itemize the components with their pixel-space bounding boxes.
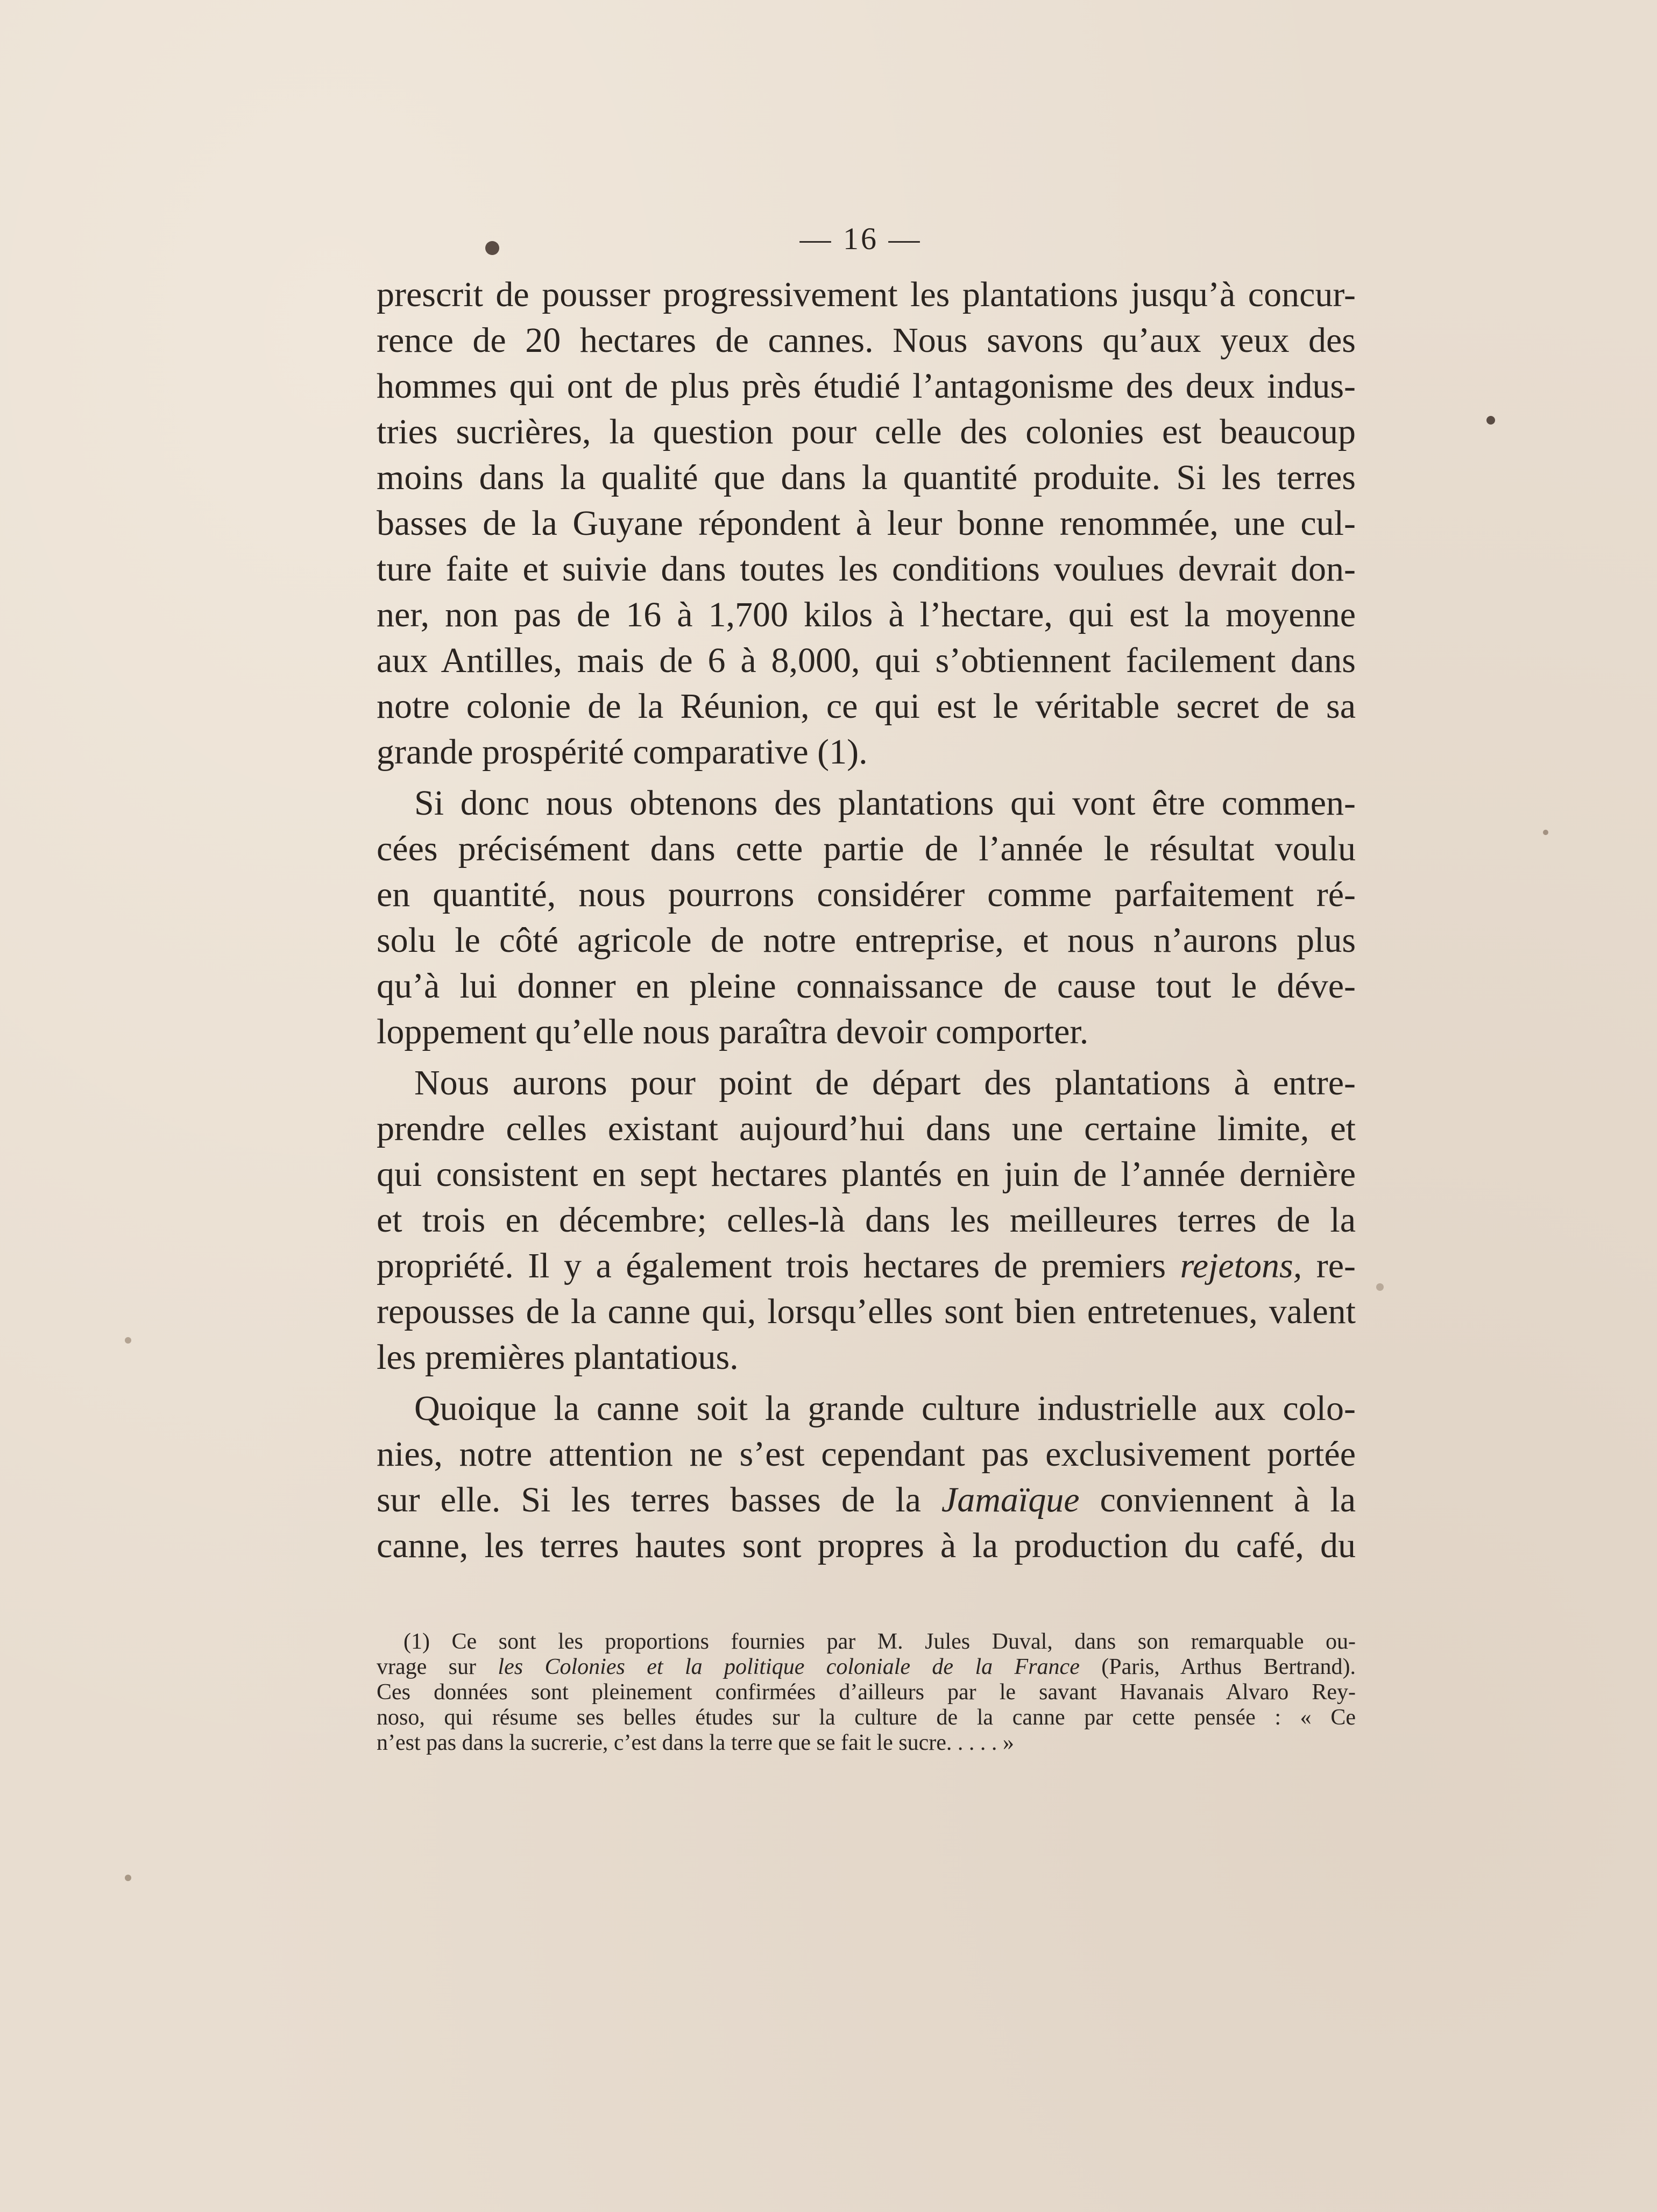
text-segment: re- [1302, 1246, 1356, 1285]
text-line: loppement qu’elle nous paraîtra devoir comporter. [377, 1012, 1089, 1051]
text-line: Nous aurons pour point de départ des plantations à entre- [414, 1063, 1356, 1103]
footnote-line: (1) Ce sont les proportions fournies par M. Jules Duval, dans son remarquable ou- [403, 1629, 1356, 1654]
text-line: qu’à lui donner en pleine connaissance de cause tout le déve- [377, 966, 1356, 1006]
text-line: Si donc nous obtenons des plantations qui vont être commen- [414, 783, 1356, 823]
text-line: et trois en décembre; celles-là dans les meilleures terres de la [377, 1200, 1356, 1240]
text-line: prescrit de pousser progressivement les plantations jusqu’à concur- [377, 275, 1356, 314]
text-line: ner, non pas de 16 à 1,700 kilos à l’hectare, qui est la moyenne [377, 595, 1356, 634]
ink-speck [1543, 830, 1548, 835]
text-line: ture faite et suivie dans toutes les conditions voulues devrait don- [377, 549, 1356, 589]
text-line: en quantité, nous pourrons considérer comme parfaitement ré- [377, 875, 1356, 914]
text-line: nies, notre attention ne s’est cependant pas exclusivement portée [377, 1434, 1356, 1474]
text-segment: propriété. Il y a également trois hectares de premiers [377, 1246, 1166, 1285]
text-line: prendre celles existant aujourd’hui dans une certaine limite, et [377, 1109, 1356, 1148]
ink-speck [125, 1875, 131, 1881]
footnote-line: Ces données sont pleinement confirmées d’ailleurs par le savant Havanais Alvaro Rey- [377, 1680, 1356, 1705]
italic-title: les Colonies et la politique coloniale de la France [498, 1655, 1080, 1679]
text-line-with-italic [377, 1243, 1356, 1289]
text-segment: (Paris, Arthus Bertrand). [1079, 1655, 1356, 1679]
text-line: tries sucrières, la question pour celle des colonies est beaucoup [377, 412, 1356, 451]
text-line: hommes qui ont de plus près étudié l’antagonisme des deux indus- [377, 366, 1356, 406]
text-segment: vrage sur [377, 1655, 477, 1679]
text-line: solu le côté agricole de notre entreprise, et nous n’aurons plus [377, 921, 1356, 960]
text-line: Quoique la canne soit la grande culture industrielle aux colo- [414, 1389, 1356, 1428]
text-line: aux Antilles, mais de 6 à 8,000, qui s’obtiennent facilement dans [377, 641, 1356, 680]
ink-speck [125, 1337, 131, 1344]
text-line: grande prospérité comparative (1). [377, 732, 868, 772]
body-text [377, 272, 1356, 1568]
text-segment: sur elle. Si les terres basses de la [377, 1480, 921, 1520]
footnote [377, 1629, 1356, 1756]
text-line: canne, les terres hautes sont propres à la production du café, du [377, 1526, 1356, 1565]
italic-word: rejetons, [1180, 1246, 1302, 1285]
footnote-line-with-italic [377, 1655, 1356, 1680]
text-segment: conviennent à la [1079, 1480, 1356, 1520]
text-line: rence de 20 hectares de cannes. Nous savons qu’aux yeux des [377, 321, 1356, 360]
page-number: — 16 — [799, 221, 922, 256]
text-line: notre colonie de la Réunion, ce qui est le véritable secret de sa [377, 687, 1356, 726]
text-line: moins dans la qualité que dans la quantité produite. Si les terres [377, 458, 1356, 497]
italic-word: Jamaïque [941, 1480, 1080, 1520]
text-line: les premières plantatious. [377, 1338, 739, 1377]
ink-speck [1486, 416, 1495, 425]
footnote-line: n’est pas dans la sucrerie, c’est dans la terre que se fait le sucre. . . . . » [377, 1730, 1014, 1755]
text-line: qui consistent en sept hectares plantés en juin de l’année dernière [377, 1155, 1356, 1194]
ink-speck [1376, 1283, 1384, 1291]
ink-speck [485, 241, 499, 255]
footnote-line: noso, qui résume ses belles études sur la culture de la canne par cette pensée : « Ce [377, 1705, 1356, 1730]
text-line: basses de la Guyane répondent à leur bonne renommée, une cul- [377, 504, 1356, 543]
text-line-with-italic [377, 1477, 1356, 1523]
text-line: repousses de la canne qui, lorsqu’elles sont bien entretenues, valent [377, 1292, 1356, 1331]
text-line: cées précisément dans cette partie de l’année le résultat voulu [377, 829, 1356, 868]
